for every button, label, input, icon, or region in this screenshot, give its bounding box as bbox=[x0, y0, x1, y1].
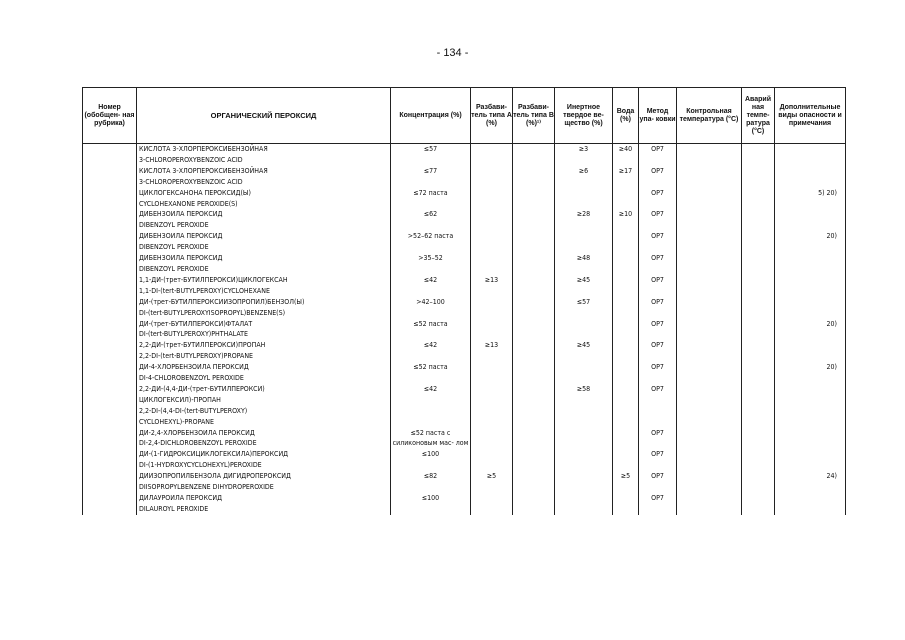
cell-diluent-a: ≥5 bbox=[471, 471, 513, 493]
peroxide-name-line: КИСЛОТА 3-ХЛОРПЕРОКСИБЕНЗОЙНАЯ bbox=[139, 166, 268, 175]
cell-additional-hazards bbox=[775, 449, 846, 471]
cell-diluent-b bbox=[513, 340, 555, 362]
cell-control-temperature bbox=[677, 428, 742, 450]
cell-inert-solid bbox=[555, 428, 613, 450]
cell-additional-hazards bbox=[775, 297, 846, 319]
cell-packing-method: OP7 bbox=[639, 231, 677, 253]
cell-diluent-a bbox=[471, 449, 513, 471]
cell-number bbox=[83, 428, 137, 450]
cell-emergency-temperature bbox=[742, 275, 775, 297]
table-row bbox=[83, 275, 846, 297]
peroxide-name-line: 2,2-DI-(tert-BUTYLPEROXY)PROPANE bbox=[139, 352, 254, 361]
cell-packing-method: OP7 bbox=[639, 297, 677, 319]
peroxide-name-line: DIBENZOYL PEROXIDE bbox=[139, 221, 209, 230]
peroxide-name-line: 2,2-ДИ-(4,4-ДИ-(трет-БУТИЛПЕРОКСИ) bbox=[139, 384, 265, 393]
cell-water: ≥40 bbox=[613, 144, 639, 166]
peroxide-name-line: 3-CHLOROPEROXYBENZOIC ACID bbox=[139, 155, 243, 164]
cell-control-temperature bbox=[677, 384, 742, 428]
cell-emergency-temperature bbox=[742, 297, 775, 319]
table-row bbox=[83, 166, 846, 188]
cell-peroxide-name bbox=[137, 144, 391, 166]
cell-number bbox=[83, 384, 137, 428]
cell-emergency-temperature bbox=[742, 188, 775, 210]
peroxide-name-line: ДИ-(трет-БУТИЛПЕРОКСИ)ФТАЛАТ bbox=[139, 319, 253, 328]
cell-emergency-temperature bbox=[742, 449, 775, 471]
peroxide-name-line: 1,1-ДИ-(трет-БУТИЛПЕРОКСИ)ЦИКЛОГЕКСАН bbox=[139, 275, 288, 284]
cell-emergency-temperature bbox=[742, 319, 775, 341]
cell-peroxide-name bbox=[137, 428, 391, 450]
peroxide-name-line: 1,1-DI-(tert-BUTYLPEROXY)CYCLOHEXANE bbox=[139, 286, 270, 295]
cell-diluent-b bbox=[513, 144, 555, 166]
header-organic-peroxide: ОРГАНИЧЕСКИЙ ПЕРОКСИД bbox=[137, 88, 391, 144]
cell-peroxide-name bbox=[137, 209, 391, 231]
cell-additional-hazards bbox=[775, 144, 846, 166]
cell-concentration: ≤42 bbox=[391, 275, 471, 297]
table-row bbox=[83, 319, 846, 341]
header-inert-solid: Инертное твердое ве- щество (%) bbox=[555, 88, 613, 144]
cell-packing-method: OP7 bbox=[639, 319, 677, 341]
cell-emergency-temperature bbox=[742, 166, 775, 188]
cell-concentration: ≤42 bbox=[391, 340, 471, 362]
cell-number bbox=[83, 253, 137, 275]
cell-control-temperature bbox=[677, 231, 742, 253]
cell-peroxide-name bbox=[137, 319, 391, 341]
table-row bbox=[83, 362, 846, 384]
peroxide-name-line: ДИБЕНЗОИЛА ПЕРОКСИД bbox=[139, 210, 223, 219]
cell-concentration: >52–62 паста bbox=[391, 231, 471, 253]
cell-additional-hazards: 20) bbox=[775, 319, 846, 341]
cell-diluent-a bbox=[471, 188, 513, 210]
cell-concentration: ≤100 bbox=[391, 493, 471, 515]
cell-peroxide-name bbox=[137, 384, 391, 428]
cell-number bbox=[83, 297, 137, 319]
cell-emergency-temperature bbox=[742, 493, 775, 515]
table-row bbox=[83, 188, 846, 210]
header-number: Номер (обобщен- ная рубрика) bbox=[83, 88, 137, 144]
peroxide-name-line: ЦИКЛОГЕКСИЛ)-ПРОПАН bbox=[139, 395, 221, 404]
cell-emergency-temperature bbox=[742, 253, 775, 275]
cell-additional-hazards bbox=[775, 428, 846, 450]
cell-control-temperature bbox=[677, 275, 742, 297]
peroxide-name-line: DI-4-CHLOROBENZOYL PEROXIDE bbox=[139, 374, 244, 383]
cell-number bbox=[83, 449, 137, 471]
cell-diluent-a bbox=[471, 253, 513, 275]
cell-diluent-b bbox=[513, 384, 555, 428]
cell-additional-hazards: 20) bbox=[775, 231, 846, 253]
peroxide-name-line: DILAUROYL PEROXIDE bbox=[139, 504, 209, 513]
cell-inert-solid: ≤57 bbox=[555, 297, 613, 319]
cell-diluent-a bbox=[471, 362, 513, 384]
cell-diluent-a bbox=[471, 144, 513, 166]
cell-concentration: ≤62 bbox=[391, 209, 471, 231]
peroxide-name-line: ДИ-4-ХЛОРБЕНЗОИЛА ПЕРОКСИД bbox=[139, 363, 249, 372]
peroxide-name-line: DI-(1-HYDROXYCYCLOHEXYL)PEROXIDE bbox=[139, 461, 262, 470]
cell-additional-hazards bbox=[775, 209, 846, 231]
cell-water: ≥5 bbox=[613, 471, 639, 493]
header-emergency-temperature: Аварий ная темпе- ратура (°C) bbox=[742, 88, 775, 144]
table-row bbox=[83, 384, 846, 428]
cell-packing-method: OP7 bbox=[639, 362, 677, 384]
cell-emergency-temperature bbox=[742, 231, 775, 253]
peroxide-name-line: ДИ-(1-ГИДРОКСИЦИКЛОГЕКСИЛА)ПЕРОКСИД bbox=[139, 450, 289, 459]
peroxide-name-line: ДИ-(трет-БУТИЛПЕРОКСИИЗОПРОПИЛ)БЕНЗОЛ(Ы) bbox=[139, 297, 305, 306]
cell-inert-solid bbox=[555, 362, 613, 384]
cell-packing-method: OP7 bbox=[639, 340, 677, 362]
cell-concentration: ≤77 bbox=[391, 166, 471, 188]
cell-diluent-b bbox=[513, 209, 555, 231]
cell-additional-hazards: 20) bbox=[775, 362, 846, 384]
cell-diluent-b bbox=[513, 231, 555, 253]
cell-packing-method: OP7 bbox=[639, 471, 677, 493]
cell-diluent-b bbox=[513, 493, 555, 515]
cell-water: ≥10 bbox=[613, 209, 639, 231]
cell-inert-solid bbox=[555, 449, 613, 471]
cell-emergency-temperature bbox=[742, 428, 775, 450]
cell-packing-method: OP7 bbox=[639, 188, 677, 210]
peroxide-table bbox=[82, 87, 846, 515]
cell-diluent-a: ≥13 bbox=[471, 275, 513, 297]
cell-inert-solid bbox=[555, 188, 613, 210]
cell-concentration: ≤100 bbox=[391, 449, 471, 471]
cell-control-temperature bbox=[677, 209, 742, 231]
header-packing-method: Метод упа- ковки bbox=[639, 88, 677, 144]
table-row bbox=[83, 428, 846, 450]
cell-packing-method: OP7 bbox=[639, 384, 677, 428]
peroxide-name-line: DIBENZOYL PEROXIDE bbox=[139, 264, 209, 273]
cell-number bbox=[83, 231, 137, 253]
cell-concentration: ≤82 bbox=[391, 471, 471, 493]
cell-water bbox=[613, 297, 639, 319]
cell-control-temperature bbox=[677, 188, 742, 210]
cell-packing-method: OP7 bbox=[639, 144, 677, 166]
cell-control-temperature bbox=[677, 340, 742, 362]
cell-diluent-b bbox=[513, 297, 555, 319]
cell-water bbox=[613, 188, 639, 210]
cell-water bbox=[613, 253, 639, 275]
peroxide-name-line: DI-2,4-DICHLOROBENZOYL PEROXIDE bbox=[139, 439, 257, 448]
table-row bbox=[83, 231, 846, 253]
cell-water bbox=[613, 362, 639, 384]
cell-peroxide-name bbox=[137, 471, 391, 493]
cell-peroxide-name bbox=[137, 275, 391, 297]
cell-additional-hazards bbox=[775, 275, 846, 297]
cell-emergency-temperature bbox=[742, 362, 775, 384]
cell-water bbox=[613, 275, 639, 297]
cell-diluent-b bbox=[513, 166, 555, 188]
cell-additional-hazards bbox=[775, 340, 846, 362]
cell-control-temperature bbox=[677, 362, 742, 384]
cell-peroxide-name bbox=[137, 231, 391, 253]
cell-inert-solid: ≥48 bbox=[555, 253, 613, 275]
cell-inert-solid: ≥45 bbox=[555, 275, 613, 297]
header-control-temperature: Контрольная температура (°C) bbox=[677, 88, 742, 144]
peroxide-name-line: ДИЛАУРОИЛА ПЕРОКСИД bbox=[139, 494, 222, 502]
cell-peroxide-name bbox=[137, 166, 391, 188]
table-row bbox=[83, 340, 846, 362]
cell-diluent-a bbox=[471, 384, 513, 428]
cell-water bbox=[613, 493, 639, 515]
cell-diluent-b bbox=[513, 449, 555, 471]
cell-additional-hazards bbox=[775, 166, 846, 188]
peroxide-name-line: DIBENZOYL PEROXIDE bbox=[139, 243, 209, 252]
header-concentration: Концентрация (%) bbox=[391, 88, 471, 144]
cell-concentration: ≤52 паста bbox=[391, 319, 471, 341]
peroxide-name-line: КИСЛОТА 3-ХЛОРПЕРОКСИБЕНЗОЙНАЯ bbox=[139, 145, 268, 153]
cell-water bbox=[613, 231, 639, 253]
peroxide-name-line: CYCLOHEXYL)-PROPANE bbox=[139, 417, 214, 426]
cell-inert-solid bbox=[555, 319, 613, 341]
cell-peroxide-name bbox=[137, 188, 391, 210]
cell-number bbox=[83, 166, 137, 188]
cell-concentration: >35–52 bbox=[391, 253, 471, 275]
cell-water bbox=[613, 428, 639, 450]
header-diluent-b: Разбави- тель типа B (%)¹⁾ bbox=[513, 88, 555, 144]
cell-water bbox=[613, 384, 639, 428]
cell-inert-solid: ≥58 bbox=[555, 384, 613, 428]
peroxide-name-line: ЦИКЛОГЕКСАНОНА ПЕРОКСИД(Ы) bbox=[139, 188, 251, 197]
cell-number bbox=[83, 493, 137, 515]
cell-diluent-b bbox=[513, 362, 555, 384]
cell-additional-hazards bbox=[775, 384, 846, 428]
cell-control-temperature bbox=[677, 297, 742, 319]
cell-packing-method: OP7 bbox=[639, 449, 677, 471]
cell-concentration: ≤57 bbox=[391, 144, 471, 166]
cell-emergency-temperature bbox=[742, 384, 775, 428]
cell-packing-method: OP7 bbox=[639, 428, 677, 450]
cell-diluent-b bbox=[513, 471, 555, 493]
cell-concentration: ≤72 паста bbox=[391, 188, 471, 210]
cell-peroxide-name bbox=[137, 362, 391, 384]
peroxide-name-line: DI-(tert-BUTYLPEROXYISOPROPYL)BENZENE(S) bbox=[139, 308, 286, 317]
cell-number bbox=[83, 471, 137, 493]
cell-additional-hazards: 24) bbox=[775, 471, 846, 493]
cell-inert-solid bbox=[555, 471, 613, 493]
cell-emergency-temperature bbox=[742, 144, 775, 166]
cell-water: ≥17 bbox=[613, 166, 639, 188]
cell-packing-method: OP7 bbox=[639, 493, 677, 515]
header-diluent-a: Разбави- тель типа A (%) bbox=[471, 88, 513, 144]
cell-packing-method: OP7 bbox=[639, 253, 677, 275]
cell-diluent-a bbox=[471, 166, 513, 188]
cell-peroxide-name bbox=[137, 449, 391, 471]
cell-control-temperature bbox=[677, 449, 742, 471]
cell-number bbox=[83, 188, 137, 210]
peroxide-name-line: DI-(tert-BUTYLPEROXY)PHTHALATE bbox=[139, 330, 248, 339]
peroxide-name-line: 2,2-DI-(4,4-DI-(tert-BUTYLPEROXY) bbox=[139, 406, 248, 415]
peroxide-name-line: ДИБЕНЗОИЛА ПЕРОКСИД bbox=[139, 232, 223, 241]
cell-concentration: >42–100 bbox=[391, 297, 471, 319]
cell-inert-solid bbox=[555, 231, 613, 253]
cell-inert-solid: ≥3 bbox=[555, 144, 613, 166]
cell-number bbox=[83, 209, 137, 231]
table-row bbox=[83, 209, 846, 231]
cell-packing-method: OP7 bbox=[639, 275, 677, 297]
cell-peroxide-name bbox=[137, 340, 391, 362]
cell-diluent-a: ≥13 bbox=[471, 340, 513, 362]
peroxide-name-line: ДИБЕНЗОИЛА ПЕРОКСИД bbox=[139, 254, 223, 263]
cell-number bbox=[83, 362, 137, 384]
cell-diluent-a bbox=[471, 297, 513, 319]
cell-inert-solid: ≥28 bbox=[555, 209, 613, 231]
cell-peroxide-name bbox=[137, 297, 391, 319]
peroxide-name-line: CYCLOHEXANONE PEROXIDE(S) bbox=[139, 199, 238, 208]
cell-inert-solid: ≥6 bbox=[555, 166, 613, 188]
cell-diluent-b bbox=[513, 319, 555, 341]
cell-additional-hazards bbox=[775, 493, 846, 515]
header-water: Вода (%) bbox=[613, 88, 639, 144]
cell-additional-hazards: 5) 20) bbox=[775, 188, 846, 210]
cell-number bbox=[83, 340, 137, 362]
cell-control-temperature bbox=[677, 319, 742, 341]
cell-water bbox=[613, 449, 639, 471]
page-number: - 134 - bbox=[436, 47, 469, 59]
cell-inert-solid bbox=[555, 493, 613, 515]
cell-diluent-a bbox=[471, 493, 513, 515]
table-row bbox=[83, 144, 846, 166]
cell-control-temperature bbox=[677, 471, 742, 493]
header-additional-hazards: Дополнительные виды опасности и примечания bbox=[775, 88, 846, 144]
cell-control-temperature bbox=[677, 493, 742, 515]
cell-control-temperature bbox=[677, 144, 742, 166]
peroxide-name-line: 2,2-ДИ-(трет-БУТИЛПЕРОКСИ)ПРОПАН bbox=[139, 341, 266, 350]
cell-inert-solid: ≥45 bbox=[555, 340, 613, 362]
peroxide-name-line: 3-CHLOROPEROXYBENZOIC ACID bbox=[139, 177, 243, 186]
header-row bbox=[83, 88, 846, 144]
cell-concentration: ≤52 паста с силиконовым мас- лом bbox=[391, 428, 471, 450]
cell-number bbox=[83, 275, 137, 297]
cell-control-temperature bbox=[677, 166, 742, 188]
peroxide-name-line: ДИ-2,4-ХЛОРБЕНЗОИЛА ПЕРОКСИД bbox=[139, 428, 255, 437]
cell-emergency-temperature bbox=[742, 340, 775, 362]
cell-additional-hazards bbox=[775, 253, 846, 275]
table-row bbox=[83, 449, 846, 471]
cell-control-temperature bbox=[677, 253, 742, 275]
table-row bbox=[83, 253, 846, 275]
cell-packing-method: OP7 bbox=[639, 166, 677, 188]
cell-water bbox=[613, 340, 639, 362]
cell-concentration: ≤52 паста bbox=[391, 362, 471, 384]
cell-diluent-a bbox=[471, 428, 513, 450]
cell-diluent-a bbox=[471, 209, 513, 231]
cell-diluent-b bbox=[513, 275, 555, 297]
table-row bbox=[83, 471, 846, 493]
table-row bbox=[83, 493, 846, 515]
cell-number bbox=[83, 319, 137, 341]
cell-diluent-a bbox=[471, 319, 513, 341]
cell-packing-method: OP7 bbox=[639, 209, 677, 231]
cell-number bbox=[83, 144, 137, 166]
cell-concentration: ≤42 bbox=[391, 384, 471, 428]
cell-diluent-a bbox=[471, 231, 513, 253]
table-body bbox=[83, 144, 846, 515]
cell-diluent-b bbox=[513, 253, 555, 275]
table-row bbox=[83, 297, 846, 319]
cell-emergency-temperature bbox=[742, 471, 775, 493]
cell-emergency-temperature bbox=[742, 209, 775, 231]
cell-diluent-b bbox=[513, 188, 555, 210]
cell-diluent-b bbox=[513, 428, 555, 450]
cell-peroxide-name bbox=[137, 253, 391, 275]
peroxide-name-line: DIISOPROPYLBENZENE DIHYDROPEROXIDE bbox=[139, 483, 274, 492]
peroxide-name-line: ДИИЗОПРОПИЛБЕНЗОЛА ДИГИДРОПЕРОКСИД bbox=[139, 472, 291, 481]
cell-water bbox=[613, 319, 639, 341]
cell-peroxide-name bbox=[137, 493, 391, 515]
